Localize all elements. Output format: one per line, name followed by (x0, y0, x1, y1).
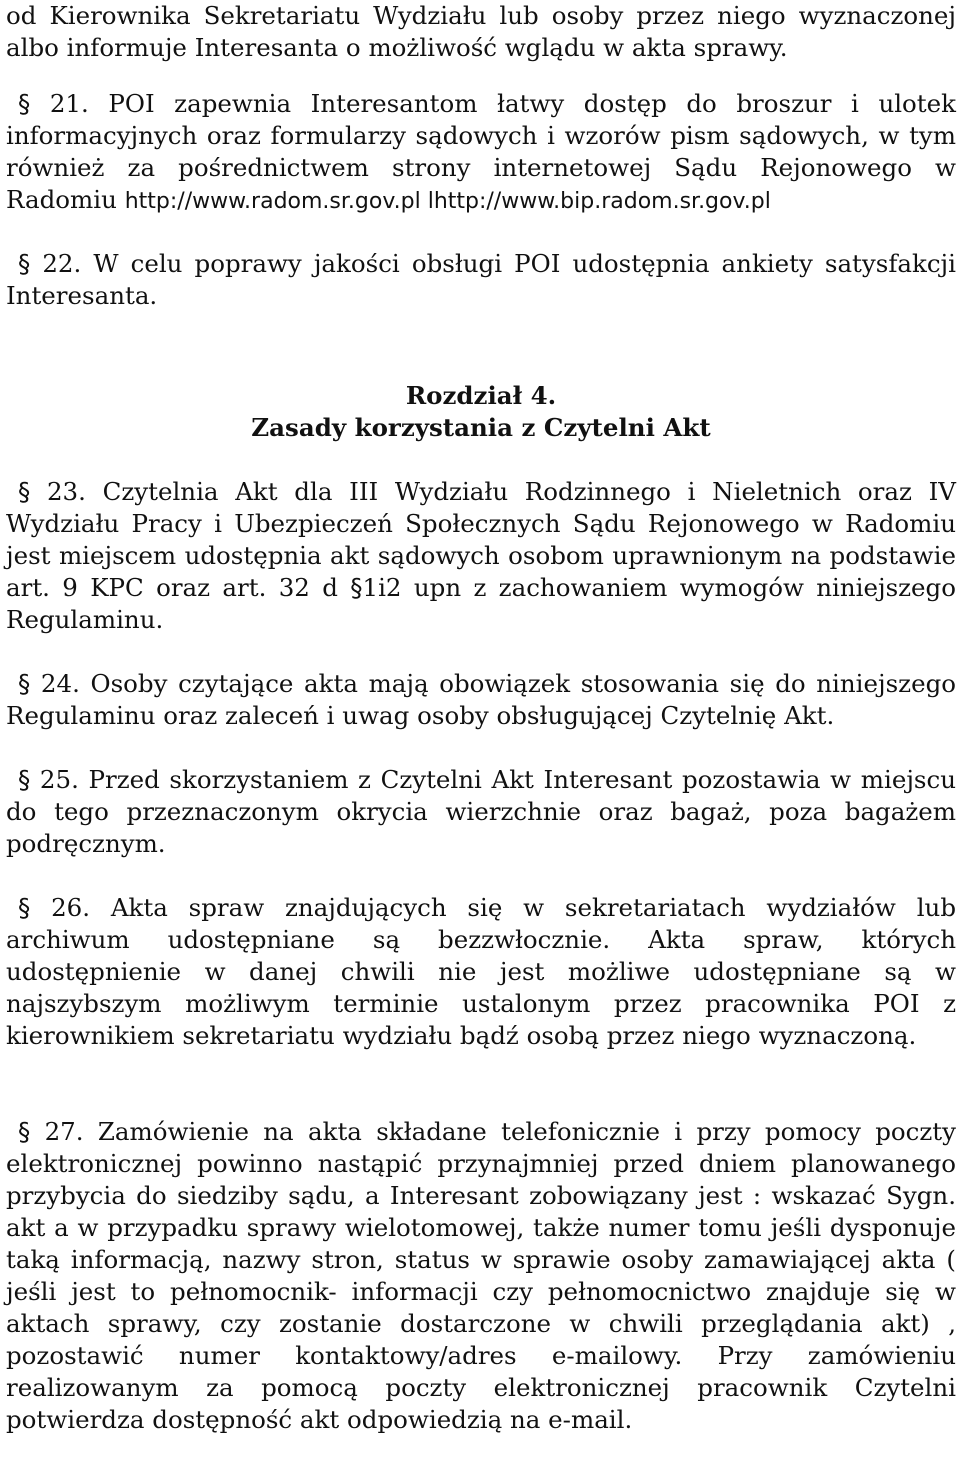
paragraph-text: Osoby czytające akta mają obowiązek stosowania się do niniejszego Regulaminu oraz zaleceń i uwag osoby obsługującej Czytelnię Akt. (6, 669, 956, 730)
paragraph-text: od Kierownika Sekretariatu Wydziału lub osoby przez niego wyznaczonej albo informuje Interesanta o możliwość wglądu w akta sprawy. (6, 1, 956, 62)
paragraph-number: 21. (49, 89, 89, 118)
paragraph-number: 23. (46, 477, 86, 506)
paragraph-number: 22. (42, 249, 82, 278)
paragraph-26 (6, 892, 956, 1052)
section-symbol: § (18, 893, 31, 922)
section-symbol: § (18, 1117, 31, 1146)
paragraph-text-tail: upn z zachowaniem wymogów niniejszego Regulaminu. (6, 573, 956, 634)
paragraph-number: 24. (40, 669, 80, 698)
paragraph-text: W celu poprawy jakości obsługi POI udostępnia ankiety satysfakcji Interesanta. (6, 249, 956, 310)
paragraph-text: Akta spraw znajdujących się w sekretariatach wydziałów lub archiwum udostępniane są bezzwłocznie. Akta spraw, których udostępnienie w danej chwili nie jest możliwe udostępniane są w najszybszym możliwym terminie ustalonym przez pracownika POI z kierownikiem sekretariatu wydziału bądź osobą przez niego wyznaczoną. (6, 893, 956, 1050)
section-symbol: § (18, 477, 31, 506)
paragraph-text: Czytelnia Akt dla III Wydziału Rodzinnego i Nieletnich oraz IV Wydziału Pracy i Ubezpieczeń Społecznych Sądu Rejonowego w Radomiu jest miejscem udostępnia akt sądowych osobom uprawnionym na podstawie art. 9 KPC oraz art. 32 d (6, 477, 956, 602)
paragraph-27 (6, 1116, 956, 1436)
section-symbol: § (18, 669, 31, 698)
paragraph-text: Przed skorzystaniem z Czytelni Akt Interesant pozostawia w miejscu do tego przeznaczonym okrycia wierzchnie oraz bagaż, poza bagażem podręcznym. (6, 765, 956, 858)
paragraph-text: Zamówienie na akta składane telefonicznie i przy pomocy poczty elektronicznej powinno nastąpić przynajmniej przed dniem planowanego przybycia do siedziby sądu, a Interesant zobowiązany jest : wskazać Sygn. akt a w przypadku sprawy wielotomowej, także numer tomu jeśli dysponuje taką informacją, nazwy stron, status w sprawie osoby zamawiającej akta ( jeśli jest to pełnomocnik- informacji czy pełnomocnictwo znajduje się w aktach sprawy, czy zostanie dostarczone w chwili przeglądania akt) , pozostawić numer kontaktowy/adres e-mailowy. Przy zamówieniu realizowanym za pomocą poczty elektronicznej pracownik Czytelni potwierdza dostępność akt odpowiedzią na e-mail. (6, 1117, 956, 1434)
paragraph-25 (6, 764, 956, 860)
paragraph-number: 27. (44, 1117, 84, 1146)
paragraph-22 (6, 248, 956, 312)
paragraph-number: 25. (39, 765, 79, 794)
section-symbol: § (350, 573, 363, 602)
chapter-subtitle: Zasady korzystania z Czytelni Akt (251, 413, 711, 442)
paragraph-number: 26. (51, 893, 91, 922)
section-symbol: § (18, 89, 31, 118)
paragraph-reference: 1i2 (362, 573, 402, 602)
paragraph-intro (6, 0, 956, 64)
website-url[interactable]: http://www.radom.sr.gov.pl lhttp://www.bip.radom.sr.gov.pl (124, 189, 771, 214)
paragraph-21 (6, 88, 956, 218)
section-symbol: § (18, 765, 31, 794)
section-symbol: § (18, 249, 31, 278)
paragraph-text: POI zapewnia Interesantom łatwy dostęp do broszur i ulotek informacyjnych oraz formularzy sądowych i wzorów pism sądowych, w tym również za pośrednictwem strony internetowej Sądu Rejonowego w Radomiu (6, 89, 956, 214)
chapter-title: Rozdział 4. (405, 381, 557, 410)
paragraph-23 (6, 476, 956, 636)
paragraph-24 (6, 668, 956, 732)
